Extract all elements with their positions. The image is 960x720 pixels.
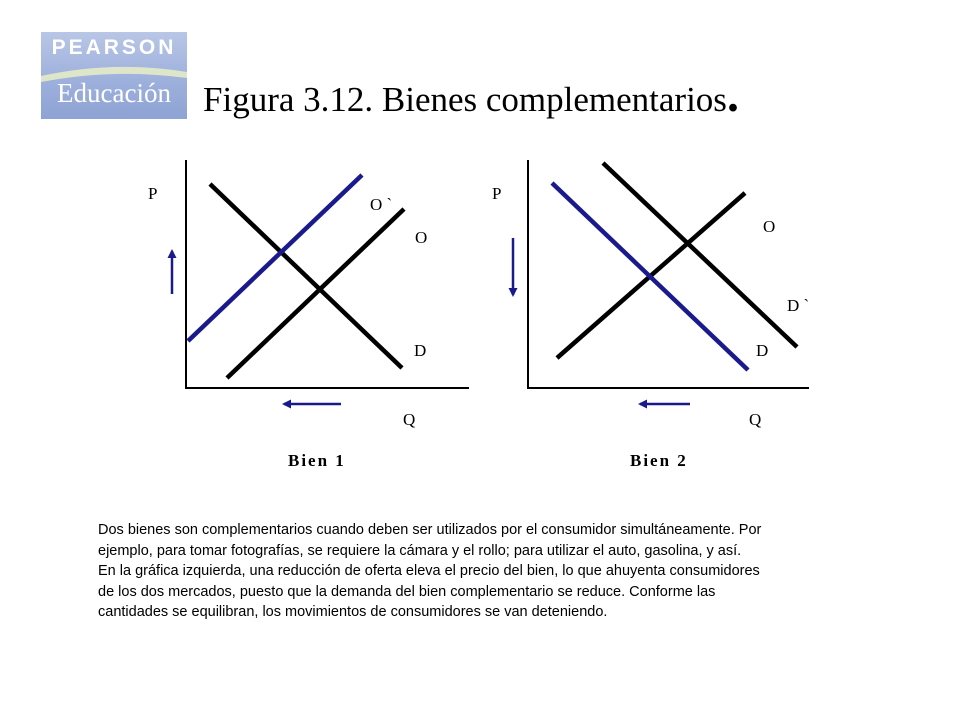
graph2-axis-y-label: P bbox=[492, 184, 502, 203]
description-line: cantidades se equilibran, los movimientos de consumidores se van deteniendo. bbox=[98, 604, 608, 620]
graph2-caption: Bien 2 bbox=[630, 451, 688, 470]
description-line: Dos bienes son complementarios cuando deben ser utilizados por el consumidor simultáneamente. Por bbox=[98, 522, 762, 538]
graph1-caption: Bien 1 bbox=[288, 451, 346, 470]
graph1-supply-label: O bbox=[415, 228, 428, 247]
graph2-supply-label: O bbox=[763, 217, 776, 236]
graph1-axis-x-label: Q bbox=[403, 410, 416, 429]
logo-subtitle: Educación bbox=[57, 78, 171, 108]
graph1-axis-y-label: P bbox=[148, 184, 158, 203]
graph2-demand-label: D ` bbox=[787, 296, 810, 315]
graph1-supply-curve bbox=[227, 209, 404, 378]
logo-brand: PEARSON bbox=[51, 36, 177, 59]
description-line: ejemplo, para tomar fotografías, se requiere la cámara y el rollo; para utilizar el auto, gasolina, y así. bbox=[98, 542, 742, 559]
graph1-shifted-supply-label: O ` bbox=[370, 195, 393, 214]
description-line: En la gráfica izquierda, una reducción de oferta eleva el precio del bien, lo que ahuyenta consumidores bbox=[98, 563, 760, 579]
graph-bien-1 bbox=[148, 160, 469, 429]
graph2-shifted-demand-label: D bbox=[756, 341, 769, 360]
graph2-shifted-demand-curve bbox=[552, 183, 748, 370]
description-line: de los dos mercados, puesto que la demanda del bien complementario se reduce. Conforme las bbox=[98, 583, 716, 600]
graph2-demand-curve bbox=[603, 163, 797, 347]
title-text: Figura 3.12. Bienes complementarios bbox=[203, 80, 727, 119]
description-paragraph bbox=[98, 520, 878, 623]
graph-bien-2 bbox=[492, 160, 809, 429]
graph1-shifted-supply-curve bbox=[188, 175, 362, 341]
title-period: . bbox=[726, 69, 739, 122]
graph1-demand-label: D bbox=[414, 341, 427, 360]
graph2-axis-x-label: Q bbox=[749, 410, 762, 429]
